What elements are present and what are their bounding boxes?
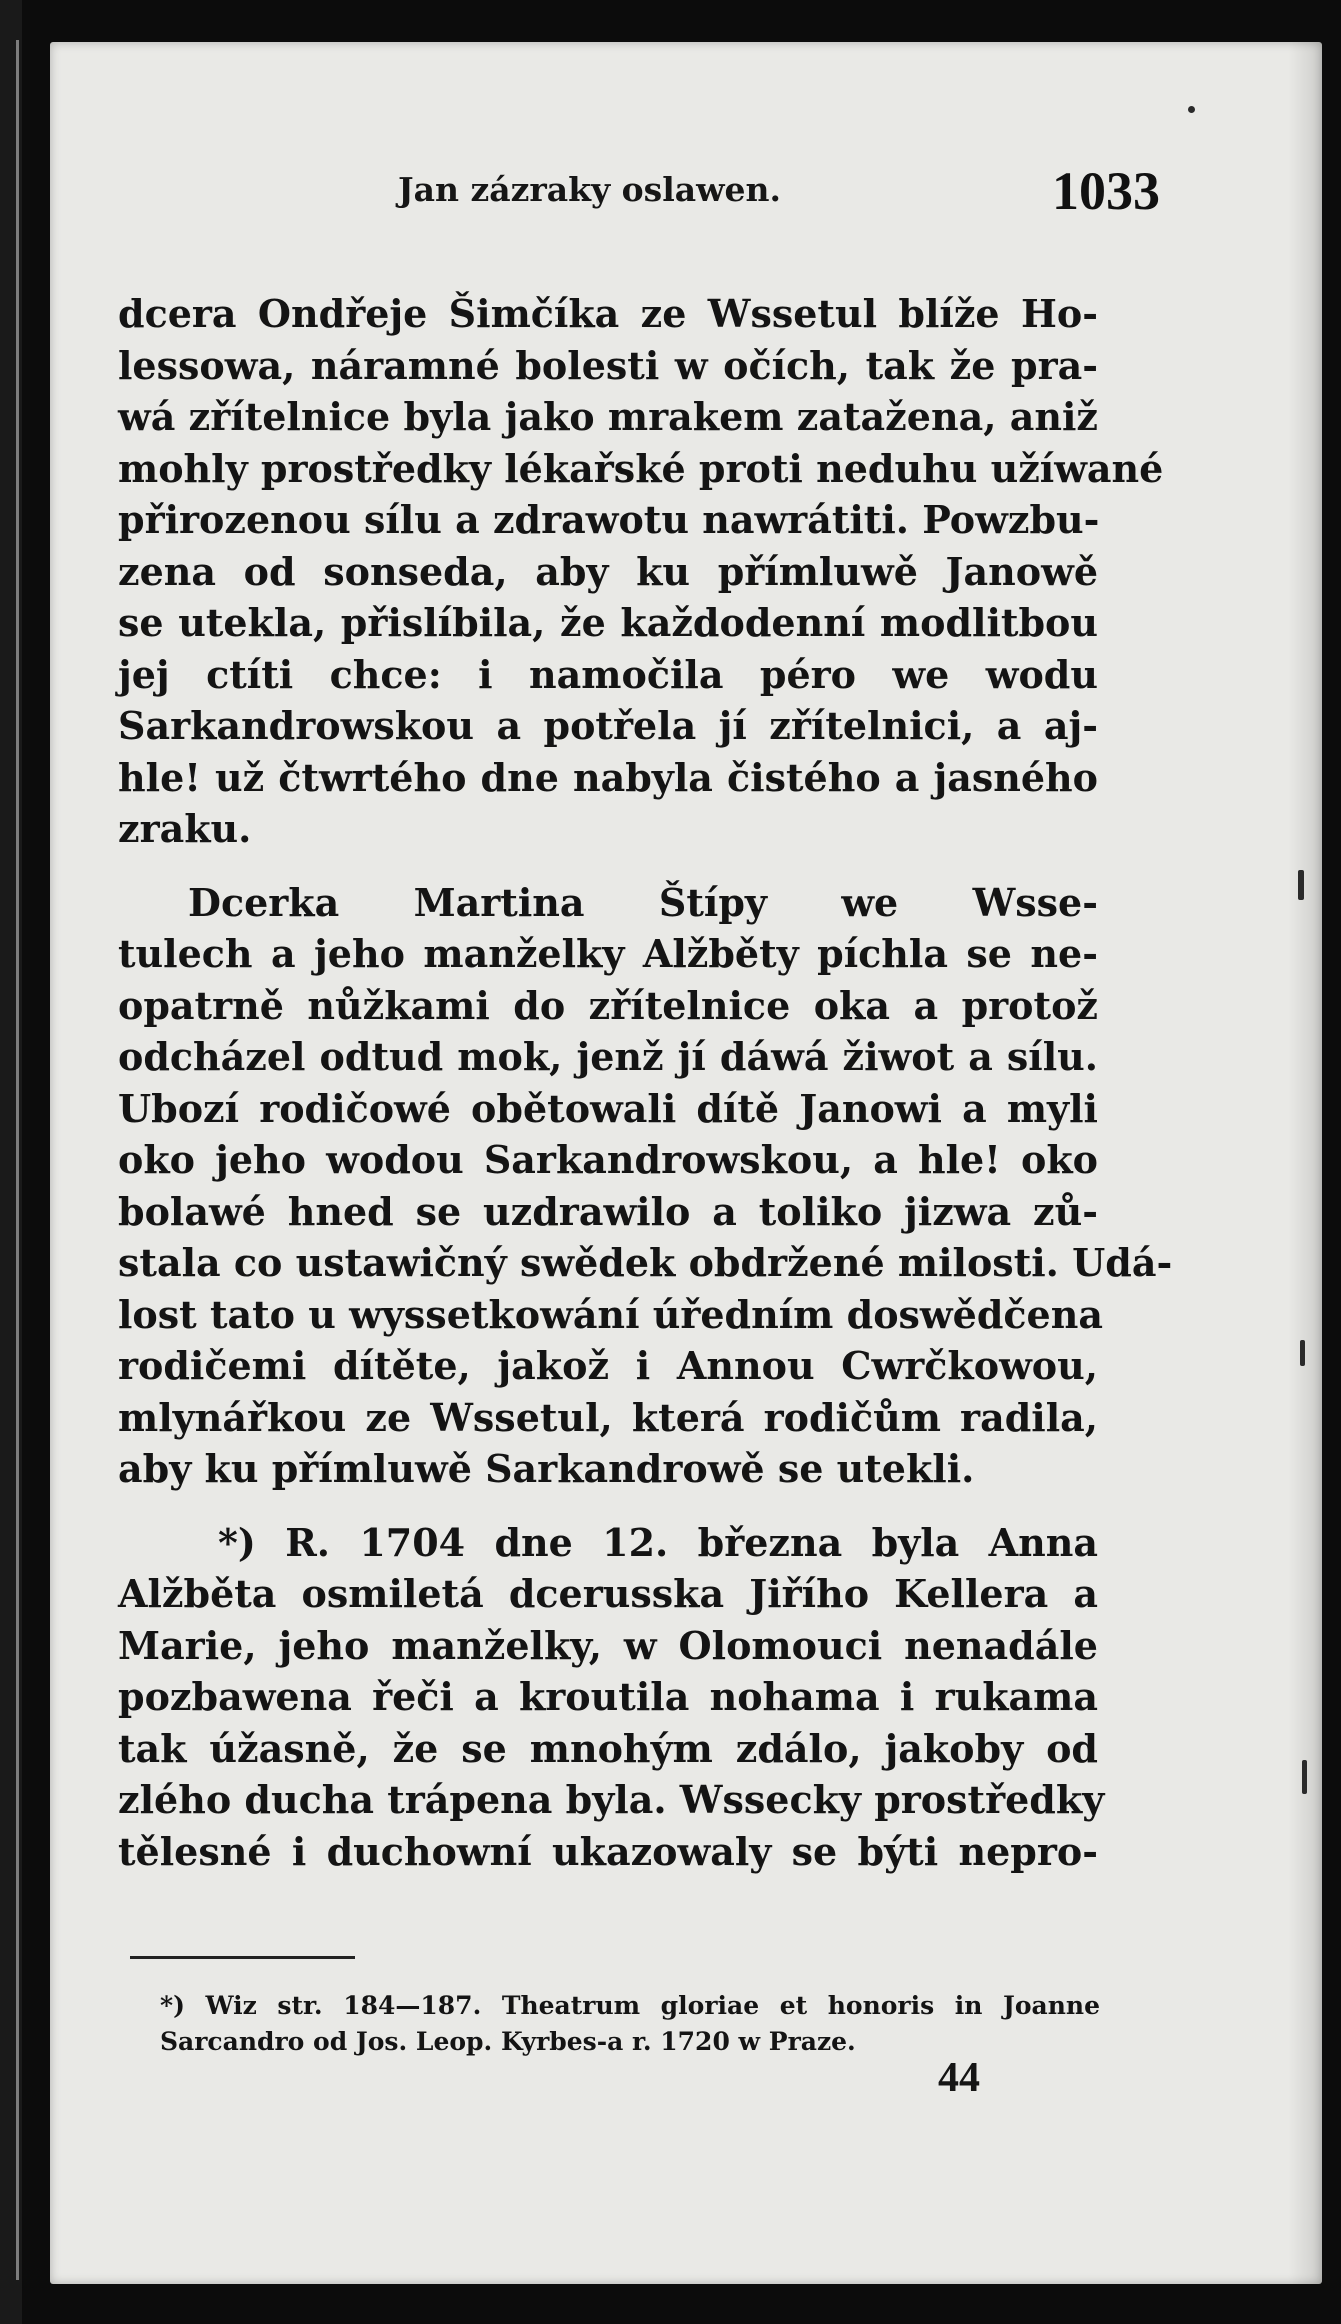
text-line: aby ku přímluwě Sarkandrowě se utekli. [118, 1446, 975, 1491]
running-title: Jan zázraky oslawen. [398, 170, 782, 209]
text-line: opatrně nůžkami do zřítelnice oka a protož [118, 982, 1098, 1028]
page-shadow [1288, 42, 1322, 2284]
paragraph-1 [118, 288, 1164, 855]
text-line: Marie, jeho manželky, w Olomouci nenadále [118, 1622, 1098, 1668]
text-line: přirozenou sílu a zdrawotu nawrátiti. Powzbu- [118, 497, 1100, 542]
paper-speck [1188, 106, 1195, 113]
paragraph-gap [118, 1495, 1098, 1517]
paragraph-gap [118, 855, 1098, 877]
text-line: zraku. [118, 806, 252, 851]
text-line: tak úžasně, že se mnohým zdálo, jakoby od [118, 1725, 1098, 1771]
previous-page-edge [16, 40, 19, 2280]
text-line: Sarkandrowskou a potřela jí zřítelnici, a aj- [118, 703, 1098, 748]
footnote-rule [130, 1956, 355, 1959]
text-line: mohly prostředky lékařské proti neduhu užíwané [118, 445, 1164, 491]
paper-speck [1302, 1760, 1307, 1794]
text-line: zlého ducha trápena byla. Wssecky prostředky [118, 1777, 1105, 1822]
text-line: *) R. 1704 dne 12. března byla Anna [218, 1519, 1098, 1565]
paper-speck [1298, 870, 1304, 900]
text-line: odcházel odtud mok, jenž jí dáwá žiwot a sílu. [118, 1034, 1098, 1079]
body-text [118, 288, 1173, 1877]
page-header [340, 148, 1160, 221]
paragraph-3 [118, 1517, 1105, 1878]
text-line: zena od sonseda, aby ku přímluwě Janowě [118, 548, 1098, 594]
text-line: Alžběta osmiletá dcerusska Jiřího Kellera a [118, 1571, 1098, 1616]
text-line: rodičemi dítěte, jakož i Annou Cwrčkowou, [118, 1343, 1098, 1388]
text-line: pozbawena řeči a kroutila nohama i rukama [118, 1674, 1098, 1719]
text-line: mlynářkou ze Wssetul, která rodičům radila, [118, 1394, 1098, 1440]
text-line: bolawé hned se uzdrawilo a toliko jizwa zů- [118, 1188, 1098, 1234]
page-number: 1033 [1052, 161, 1160, 221]
text-line: jej ctíti chce: i namočila péro we wodu [118, 651, 1098, 697]
text-line: lost tato u wyssetkowání úředním doswědčena [118, 1291, 1103, 1337]
footnotes [160, 1988, 1100, 2060]
text-line: oko jeho wodou Sarkandrowskou, a hle! oko [118, 1137, 1098, 1182]
text-line: tělesné i duchowní ukazowaly se býti nepro- [118, 1828, 1098, 1874]
binding-edge [0, 0, 22, 2324]
text-line: Dcerka Martina Štípy we Wsse- [188, 879, 1098, 925]
text-line: lessowa, náramné bolesti w očích, tak že pra- [118, 342, 1098, 388]
signature-mark: 44 [938, 2055, 980, 2101]
text-line: Ubozí rodičowé obětowali dítě Janowi a myli [118, 1085, 1098, 1131]
text-line: stala co ustawičný swědek obdržené milosti. Udá- [118, 1240, 1173, 1285]
paragraph-2 [118, 877, 1173, 1495]
text-line: tulech a jeho manželky Alžběty píchla se ne- [118, 931, 1098, 976]
footnote-line: Sarcandro od Jos. Leop. Kyrbes-a r. 1720 w Praze. [160, 2027, 856, 2056]
footnote-line: *) Wiz str. 184—187. Theatrum gloriae et honoris in Joanne [160, 1991, 1100, 2020]
text-line: dcera Ondřeje Šimčíka ze Wssetul blíže Ho- [118, 291, 1098, 336]
text-line: se utekla, přislíbila, že každodenní modlitbou [118, 600, 1098, 645]
text-line: hle! už čtwrtého dne nabyla čistého a jasného [118, 754, 1098, 800]
text-line: wá zřítelnice byla jako mrakem zatažena, aniž [118, 394, 1098, 439]
paper-speck [1300, 1340, 1305, 1366]
